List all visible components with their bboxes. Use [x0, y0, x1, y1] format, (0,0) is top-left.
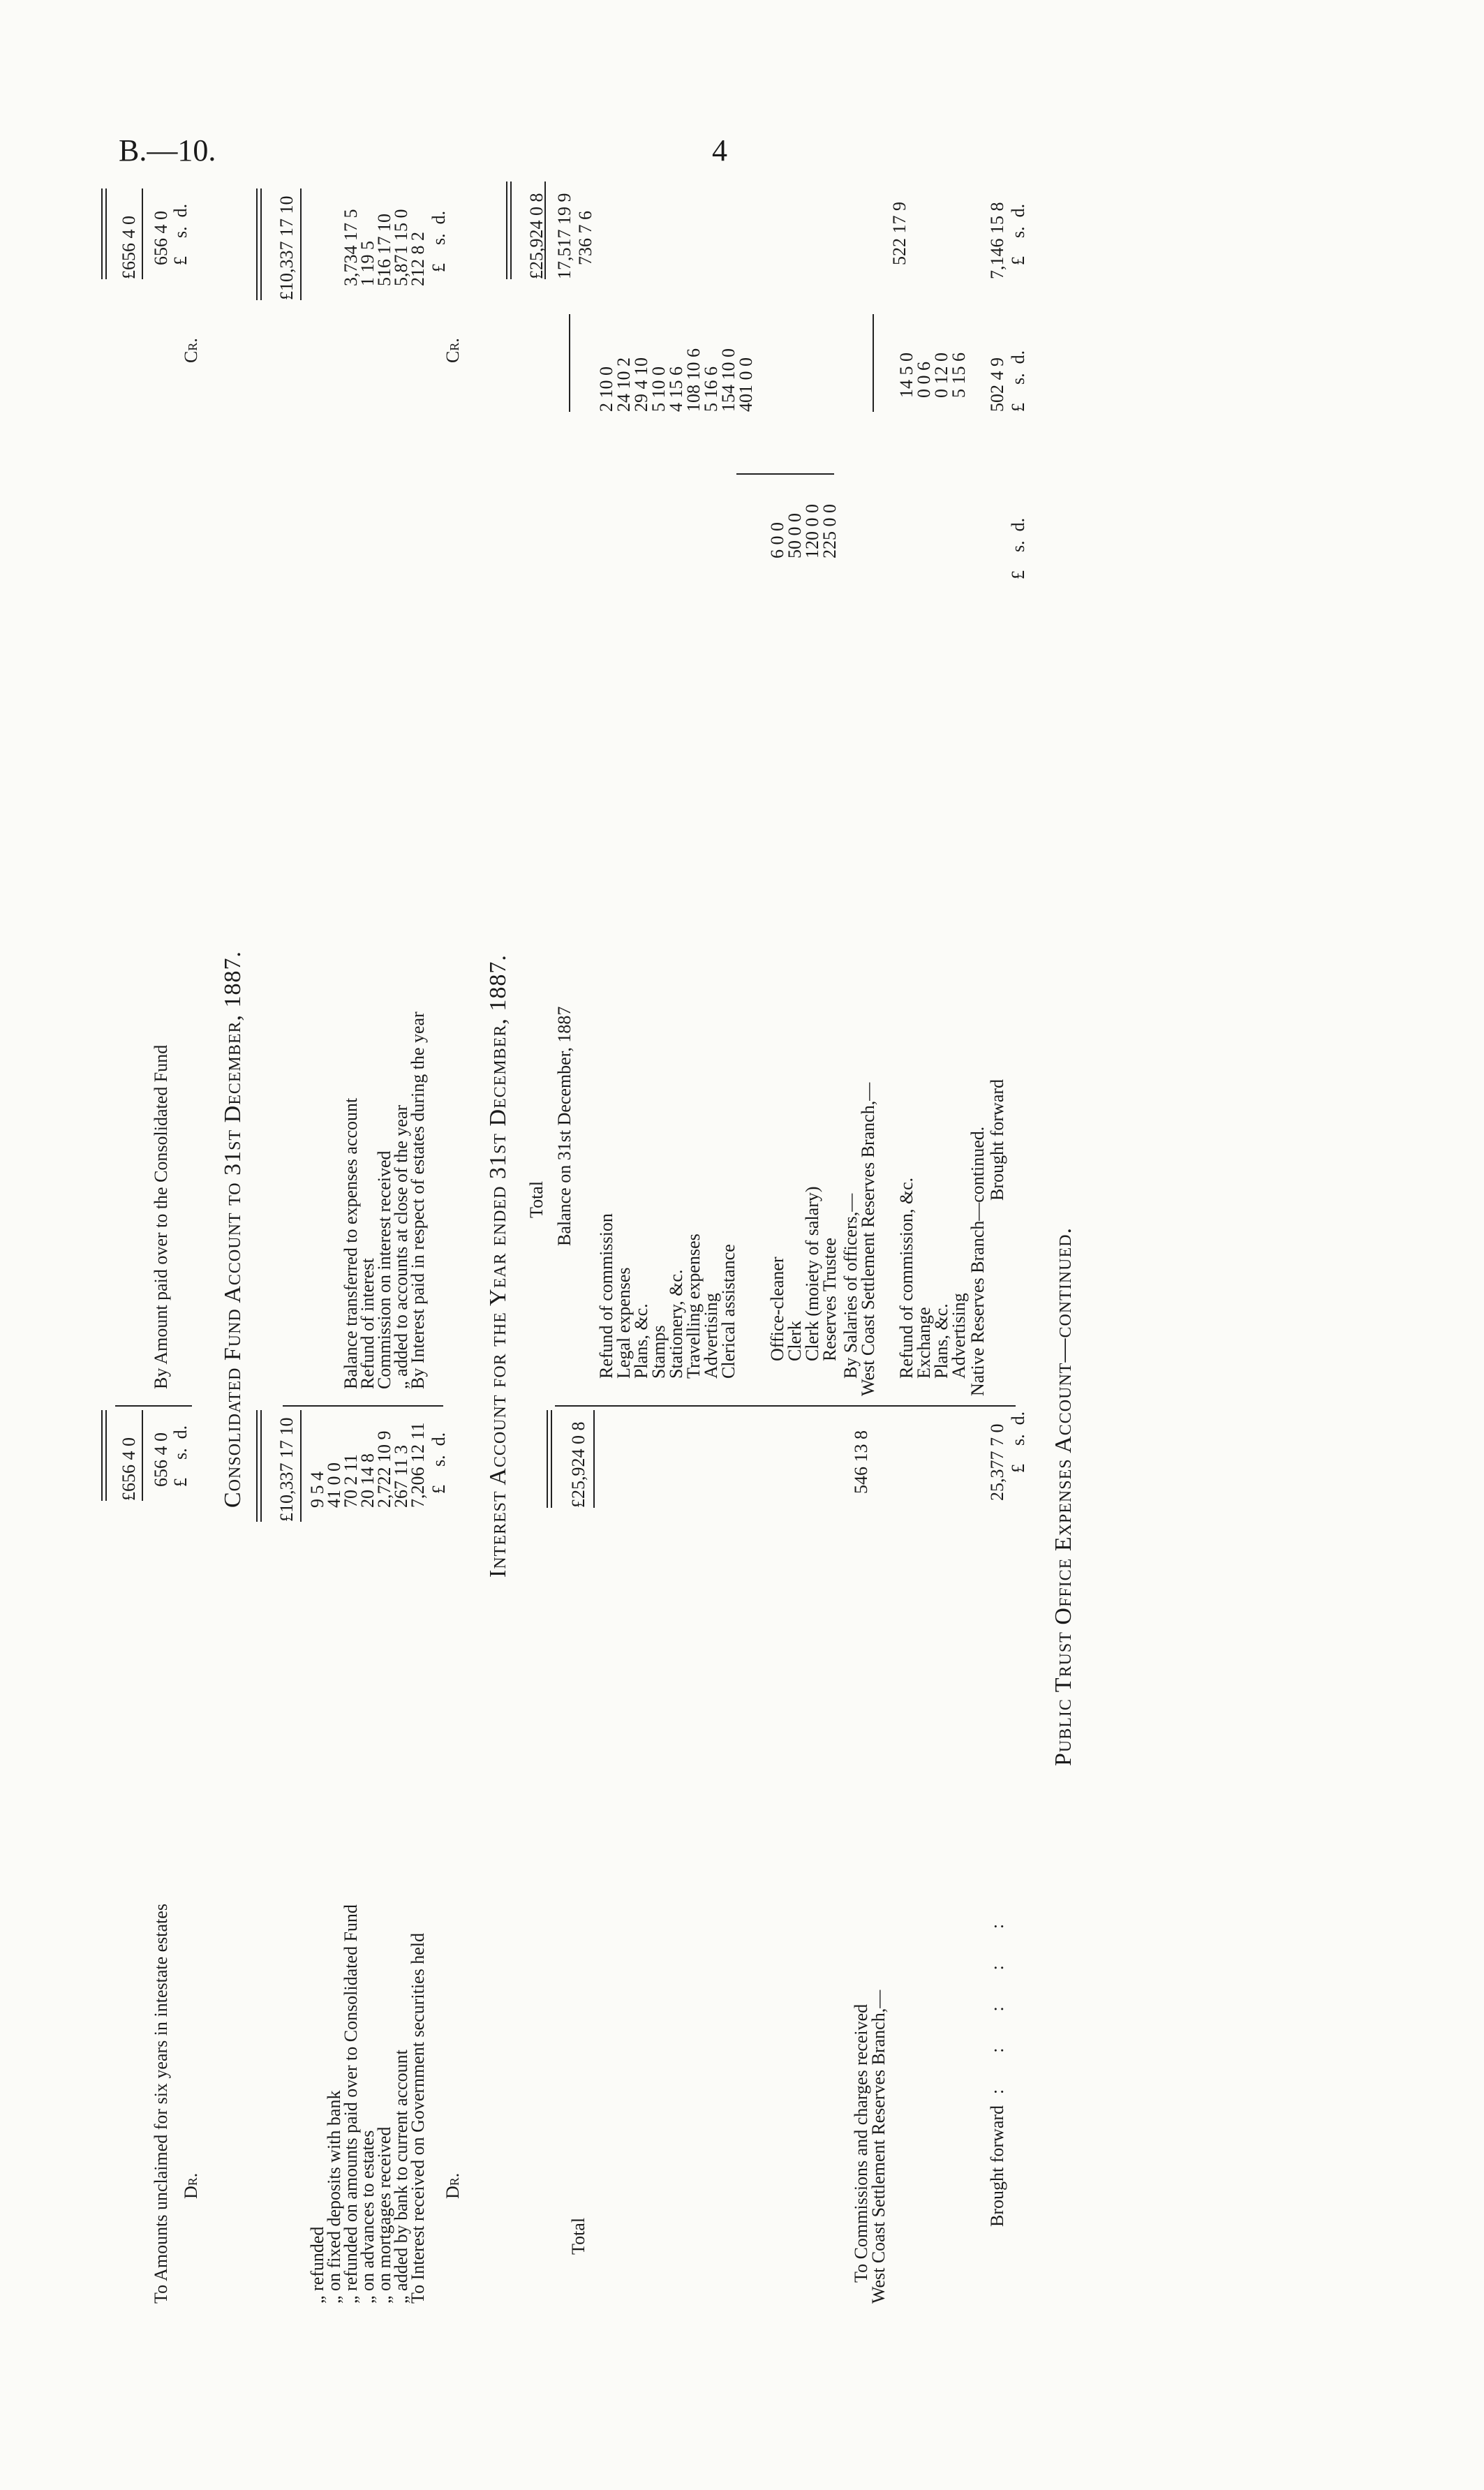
interest-dr-total: £10,337 17 10: [276, 1417, 297, 1522]
interest-dr-item-label: „ refunded: [307, 2226, 327, 2304]
interest-dr-item-amount: 20 14 8: [357, 1453, 378, 1508]
pte-cr-lsd-header-2: £ s. d.: [1008, 350, 1028, 412]
nrb-item-amount: 0 0 6: [914, 362, 934, 398]
consolidated-dr-item: To Amounts unclaimed for six years in intestate estates: [151, 1904, 171, 2304]
rule: [142, 188, 143, 279]
consolidated-cr-label: Cr.: [181, 338, 201, 363]
interest-cr-item-amount: 3,734 17 5: [341, 209, 361, 286]
nrb-item-label: Plans, &c.: [931, 1303, 951, 1379]
pte-dr-total: £25,924 0 8: [568, 1421, 588, 1508]
double-rule: [101, 1410, 107, 1501]
consolidated-cr-lsd-header: £ s. d.: [170, 203, 191, 265]
pte-cr-brought-forward: Brought forward: [987, 1079, 1007, 1201]
salary-item-amount: 120 0 0: [802, 504, 822, 558]
pte-title: Public Trust Office Expenses Account—continued.: [1051, 1227, 1076, 1766]
interest-dr-item-amount: 9 5 4: [307, 1472, 327, 1508]
nrb-item-label: Refund of commission, &c.: [896, 1177, 917, 1379]
interest-cr-item-label: Balance transferred to expenses account: [341, 1097, 361, 1389]
interest-dr-item-amount: 41 0 0: [324, 1462, 344, 1508]
wcs-item-label: Refund of commission: [596, 1213, 616, 1379]
double-rule: [256, 1410, 262, 1522]
consolidated-cr-total: £656 4 0: [119, 216, 139, 279]
interest-dr-item-amount: 267 11 3: [391, 1444, 411, 1508]
consolidated-dr-total: £656 4 0: [119, 1437, 139, 1501]
rule: [300, 188, 302, 300]
rule: [300, 1410, 302, 1522]
pte-cr-nrb: [968, 1127, 988, 1396]
pte-cr-wcs-total: 736 7 6: [575, 211, 595, 265]
consolidated-cr-item: By Amount paid over to the Consolidated Fund: [151, 1044, 171, 1389]
page-reference: B.—10.: [119, 133, 216, 168]
salary-item-label: Clerk (moiety of salary): [802, 1186, 822, 1361]
consolidated-dr-amount: 656 4 0: [151, 1432, 171, 1487]
pte-cr-salaries: By Salaries of officers,—: [840, 1193, 861, 1379]
wcs-item-label: Advertising: [701, 1293, 721, 1379]
interest-dr-item-label: „ on mortgages received: [374, 2126, 394, 2304]
pte-cr-lsd-header-1: £ s. d.: [1008, 517, 1028, 579]
interest-cr-item-label: By Interest paid in respect of estates during the year: [408, 1011, 428, 1389]
interest-cr-lsd-header: £ s. d.: [429, 210, 449, 272]
salary-item-amount: 6 0 0: [767, 522, 787, 558]
wcs-item-label: Stationery, &c.: [666, 1269, 686, 1379]
salary-item-label: Reserves Trustee: [819, 1238, 840, 1361]
pte-cr-bf-right: 7,146 15 8: [987, 202, 1007, 279]
double-rule: [506, 181, 512, 279]
rule: [569, 314, 570, 412]
wcs-item-amount: 108 10 6: [683, 348, 704, 412]
pte-cr-bf-mid: 502 4 9: [987, 357, 1007, 412]
interest-dr-item-label: „ on advances to estates: [357, 2130, 378, 2304]
interest-dr-item-label: „ refunded on amounts paid over to Consolidated Fund: [341, 1904, 361, 2304]
nrb-item-label: Advertising: [949, 1293, 969, 1379]
pte-cr-salaries-total: 401 0 0: [736, 357, 756, 412]
pte-cr-balance-label: Balance on 31st December, 1887: [554, 1006, 574, 1246]
wcs-item-amount: 5 16 6: [701, 366, 721, 412]
interest-dr-item-amount: 70 2 11: [341, 1453, 361, 1508]
interest-cr-label: Cr.: [443, 338, 463, 363]
interest-dr-item-amount: 7,206 12 11: [408, 1422, 428, 1508]
rule: [736, 473, 834, 475]
rule: [873, 314, 874, 412]
rule: [593, 1410, 595, 1508]
pte-cr-balance: 17,517 19 9: [554, 193, 574, 279]
interest-cr-total: £10,337 17 10: [276, 195, 297, 300]
wcs-item-amount: 2 10 0: [596, 366, 616, 412]
pte-cr-total-label: Total: [526, 1180, 547, 1218]
interest-dr-item-label: „ on fixed deposits with bank: [324, 2090, 344, 2304]
interest-dr-item-label: To Interest received on Government securities held: [408, 1933, 428, 2304]
salary-item-label: Clerk: [785, 1321, 805, 1361]
pte-cr-nrb-total: 522 17 9: [889, 202, 910, 265]
pte-cr-wcs-branch: West Coast Settlement Reserves Branch,—: [858, 1082, 878, 1396]
nrb-item-label: Exchange: [914, 1307, 934, 1379]
pte-dr-wcs-branch: West Coast Settlement Reserves Branch,—: [868, 1989, 889, 2304]
double-rule: [256, 188, 262, 300]
consolidated-title: Consolidated Fund Account to 31st December, 1887.: [220, 950, 246, 1508]
interest-cr-item-label: „ added to accounts at close of the year: [391, 1104, 411, 1389]
double-rule: [547, 1410, 552, 1508]
interest-title: Interest Account for the Year ended 31st December, 1887.: [485, 954, 511, 1578]
nrb-item-amount: 14 5 0: [896, 353, 917, 398]
wcs-item-label: Travelling expenses: [683, 1233, 704, 1379]
interest-cr-item-amount: 516 17 10: [374, 214, 394, 286]
pte-divider: [555, 1405, 1016, 1407]
interest-divider: [283, 1405, 443, 1407]
interest-cr-item-label: Commission on interest received: [374, 1150, 394, 1389]
wcs-item-amount: 5 10 0: [648, 366, 669, 412]
wcs-item-label: Legal expenses: [614, 1267, 634, 1379]
pte-dr-total-label: Total: [568, 2217, 588, 2255]
double-rule: [101, 188, 107, 279]
wcs-item-label: Clerical assistance: [718, 1244, 739, 1379]
interest-dr-item-amount: 2,722 10 9: [374, 1430, 394, 1508]
pte-cr-nrb-text: Native Reserves Branch—continued.: [967, 1126, 988, 1396]
pte-dr-lsd-header: £ s. d.: [1008, 1411, 1028, 1473]
dots: : : : : :: [987, 1923, 1007, 2094]
interest-cr-item-amount: 1 19 5: [357, 241, 378, 286]
pte-dr-brought-forward: Brought forward: [987, 2105, 1007, 2227]
wcs-item-label: Stamps: [648, 1325, 669, 1379]
page-number: 4: [712, 133, 727, 168]
wcs-item-amount: 4 15 6: [666, 366, 686, 412]
wcs-item-amount: 29 4 10: [631, 357, 651, 412]
pte-dr-bf-amount: 25,377 7 0: [987, 1423, 1007, 1501]
salary-item-label: Office-cleaner: [767, 1257, 787, 1361]
rule: [142, 1410, 143, 1501]
nrb-item-amount: 5 15 6: [949, 353, 969, 398]
pte-dr-commissions: To Commissions and charges received: [851, 2003, 871, 2283]
wcs-item-label: Plans, &c.: [631, 1303, 651, 1379]
pte-dr-commissions-amount: 546 13 8: [851, 1430, 871, 1494]
salary-item-amount: 225 0 0: [819, 504, 840, 558]
wcs-item-amount: 154 10 0: [718, 348, 739, 412]
interest-cr-item-amount: 5,871 15 0: [391, 209, 411, 286]
consolidated-divider: [115, 1405, 192, 1407]
interest-cr-item-label: Refund of interest: [357, 1258, 378, 1389]
interest-dr-label: Dr.: [443, 2172, 463, 2199]
pte-cr-total: £25,924 0 8: [526, 193, 547, 279]
pte-cr-lsd-header-3: £ s. d.: [1008, 203, 1028, 265]
interest-cr-item-amount: 212 8 2: [408, 232, 428, 286]
consolidated-dr-lsd-header: £ s. d.: [170, 1425, 191, 1487]
wcs-item-amount: 24 10 2: [614, 357, 634, 412]
rotated-accounts-page: [119, 193, 1365, 2346]
consolidated-cr-amount: 656 4 0: [151, 211, 171, 265]
consolidated-dr-label: Dr.: [181, 2172, 201, 2199]
interest-dr-lsd-header: £ s. d.: [429, 1432, 449, 1494]
nrb-item-amount: 0 12 0: [931, 353, 951, 398]
salary-item-amount: 50 0 0: [785, 513, 805, 558]
interest-dr-item-label: „ added by bank to current account: [391, 2050, 411, 2304]
